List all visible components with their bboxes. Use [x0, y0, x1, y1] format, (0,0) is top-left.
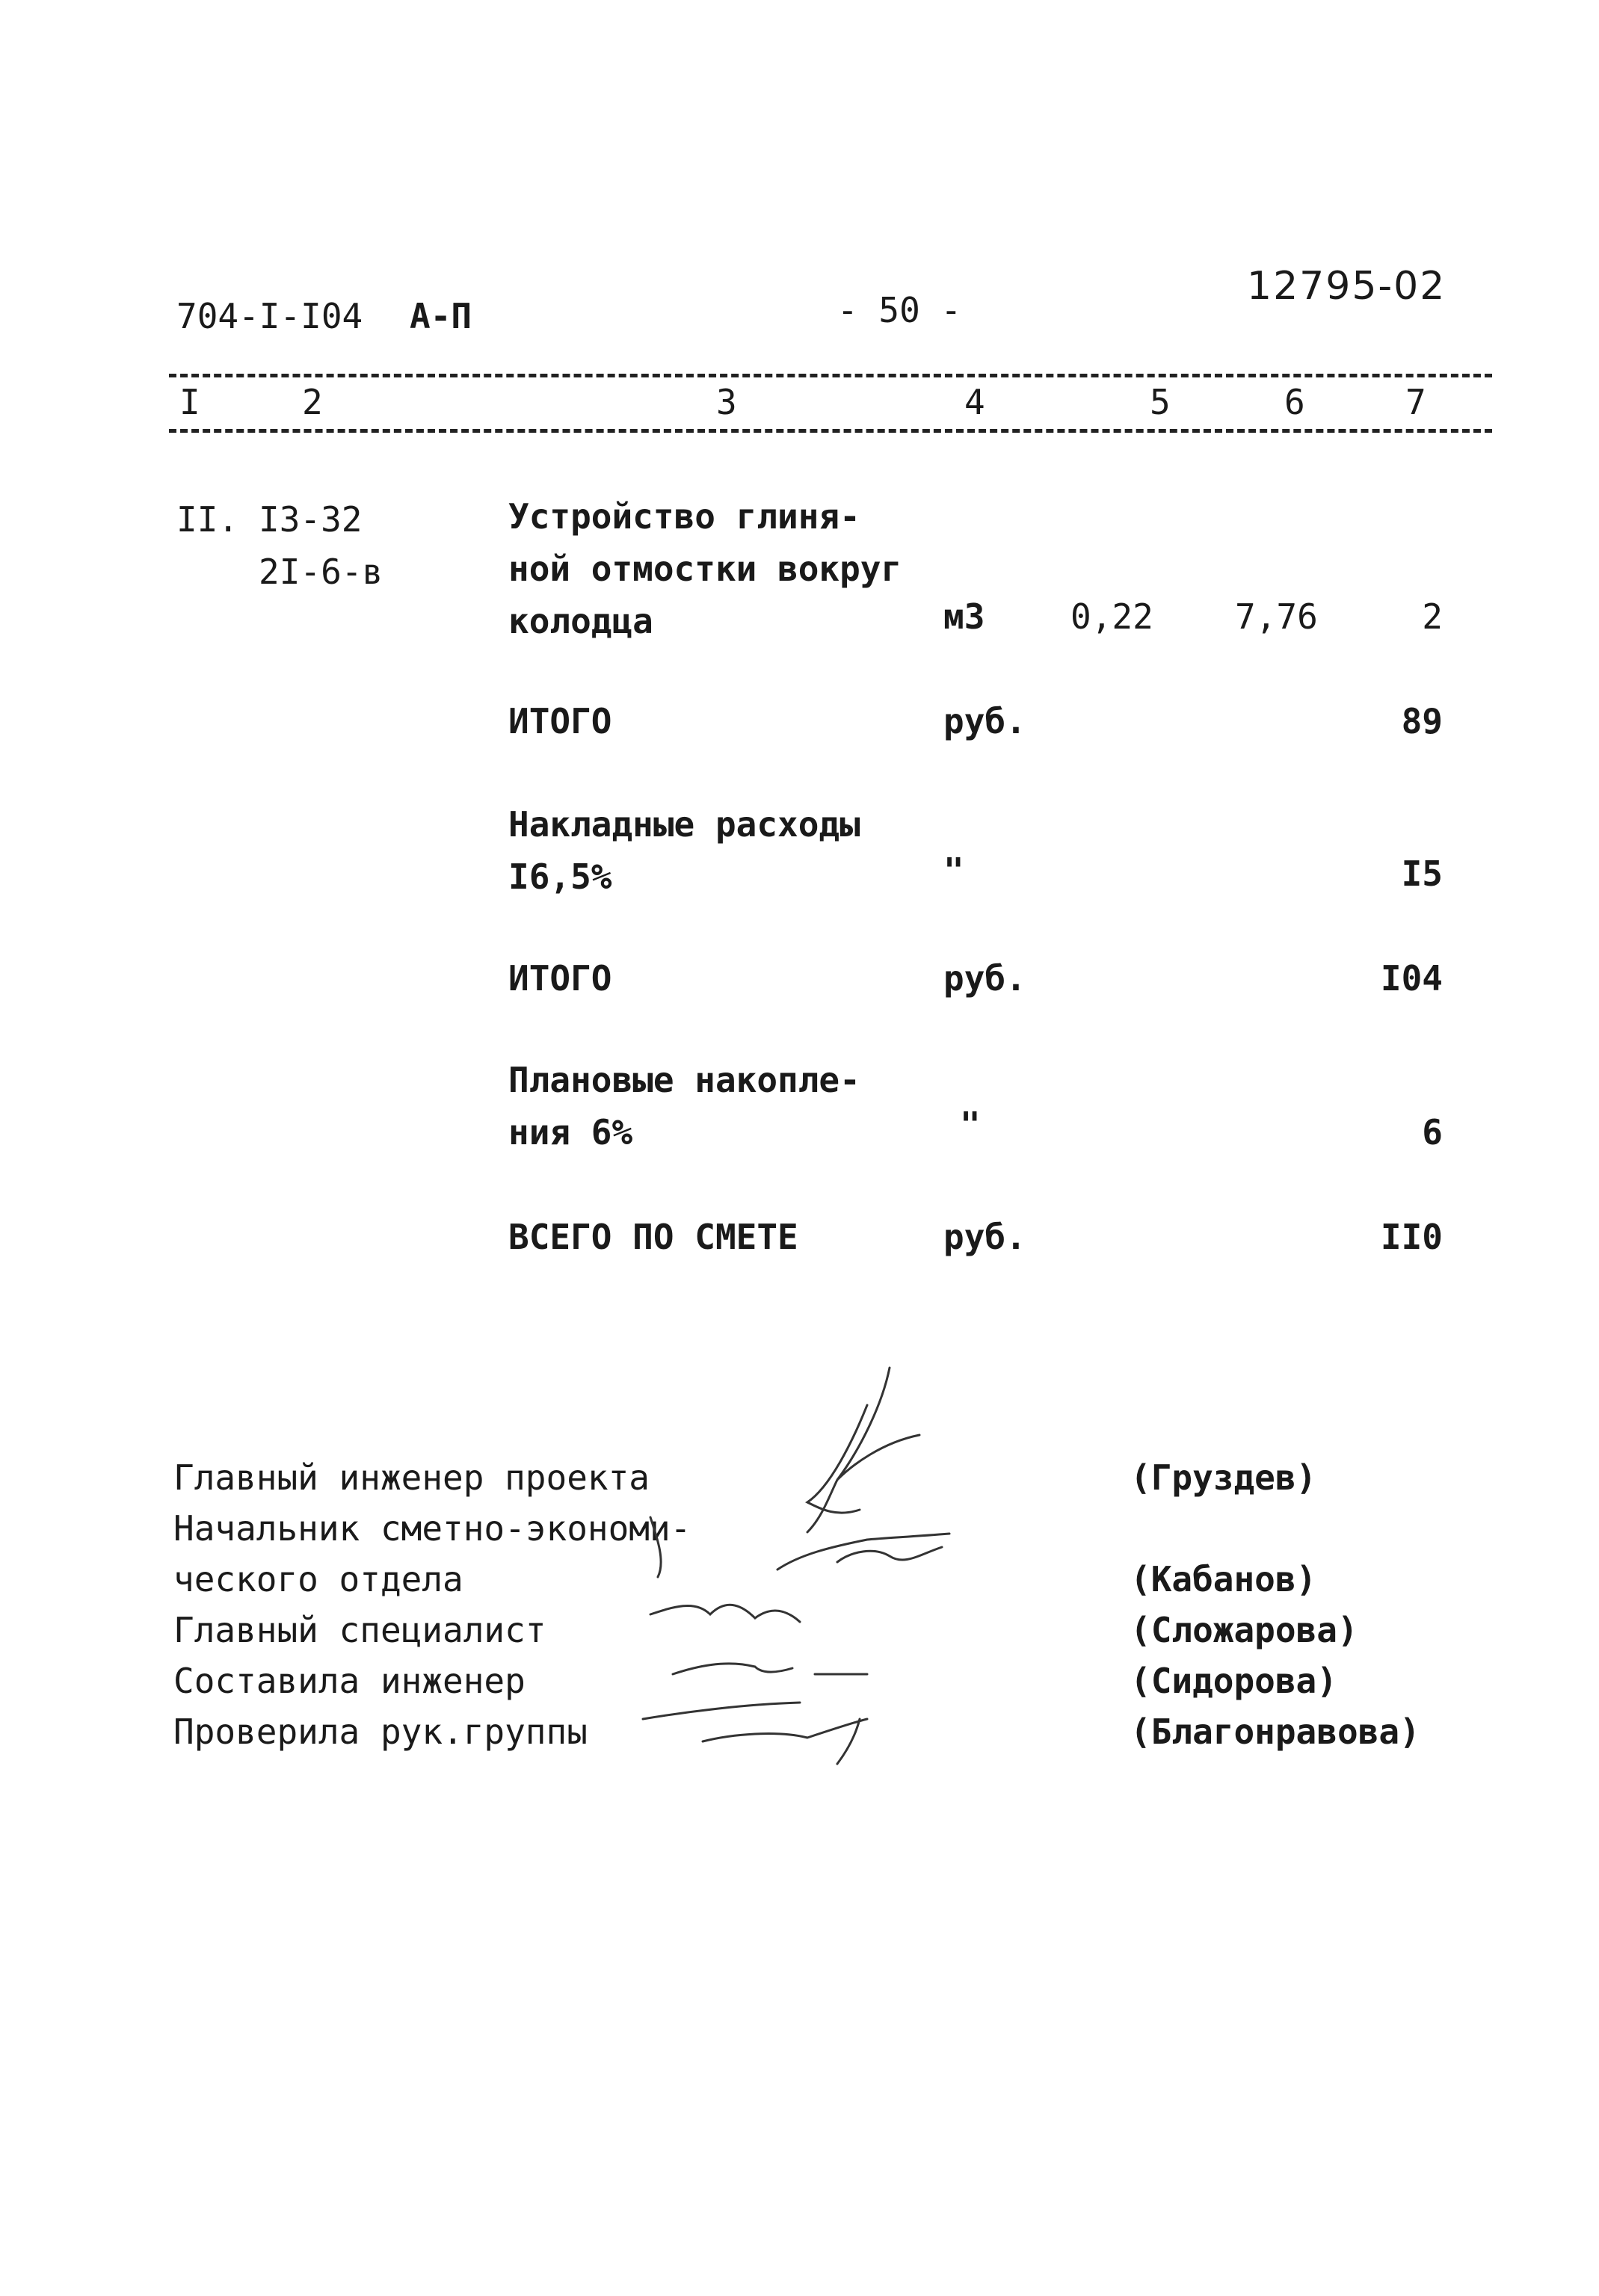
- signatory-title-compiler: Составила инженер: [173, 1661, 526, 1701]
- signature-blagonravova-stroke-2: [703, 1719, 867, 1741]
- signature-slozharova-stroke-1: [650, 1605, 800, 1622]
- table-bottom-rule: [169, 429, 1492, 433]
- total-2-label: ИТОГО: [508, 958, 612, 999]
- column-number-5: 5: [1150, 382, 1171, 422]
- signatory-title-head-line-2: ческого отдела: [173, 1559, 463, 1599]
- planned-savings-unit: ": [960, 1105, 981, 1145]
- inventory-number: 12795-02: [1247, 264, 1447, 309]
- column-number-1: I: [179, 382, 200, 422]
- signatory-title-chief-specialist: Главный специалист: [173, 1610, 546, 1650]
- item-price: 7,76: [1235, 596, 1318, 637]
- signatory-name-blagonravova: (Благонравова): [1130, 1712, 1420, 1752]
- grand-total-unit: руб.: [943, 1217, 1026, 1257]
- total-2-value: I04: [1380, 958, 1443, 999]
- signatory-title-checker: Проверила рук.группы: [173, 1712, 588, 1752]
- signatory-name-kabanov: (Кабанов): [1130, 1559, 1317, 1599]
- column-number-3: 3: [716, 382, 737, 422]
- item-description-line-1: Устройство глиня-: [508, 496, 860, 537]
- overhead-value: I5: [1401, 854, 1443, 894]
- signatory-name-gruzdev: (Груздев): [1130, 1457, 1317, 1498]
- planned-savings-value: 6: [1422, 1112, 1443, 1152]
- column-number-6: 6: [1284, 382, 1305, 422]
- signatory-title-head-line-1: Начальник сметно-экономи-: [173, 1508, 691, 1549]
- signature-gruzdev-stroke-2: [807, 1405, 867, 1513]
- document-code: 704-I-I04: [176, 296, 363, 336]
- total-1-label: ИТОГО: [508, 701, 612, 741]
- item-description-line-3: колодца: [508, 601, 653, 641]
- item-quantity: 0,22: [1070, 596, 1153, 637]
- signature-kabanov-stroke-3: [650, 1517, 661, 1577]
- item-cost: 2: [1422, 596, 1443, 637]
- item-number: II.: [176, 499, 239, 540]
- column-number-4: 4: [964, 382, 985, 422]
- item-description-line-2: ной отмостки вокруг: [508, 549, 902, 589]
- total-1-value: 89: [1401, 701, 1443, 741]
- handwritten-signatures: [613, 1360, 1091, 1779]
- grand-total-value: II0: [1380, 1217, 1443, 1257]
- column-number-7: 7: [1405, 382, 1426, 422]
- item-code-1: I3-32: [259, 499, 363, 540]
- signature-blagonravova-stroke-1: [643, 1703, 800, 1719]
- overhead-label-line-1: Накладные расходы: [508, 804, 860, 845]
- planned-savings-label-line-1: Плановые накопле-: [508, 1060, 860, 1100]
- signature-kabanov-stroke-2: [837, 1547, 942, 1562]
- page-number: - 50 -: [837, 290, 962, 330]
- signatory-name-sidorova: (Сидорова): [1130, 1661, 1337, 1701]
- signatory-name-slozharova: (Сложарова): [1130, 1610, 1358, 1650]
- table-top-rule: [169, 374, 1492, 377]
- column-number-2: 2: [302, 382, 323, 422]
- document-part: А-П: [410, 296, 472, 336]
- overhead-label-line-2: I6,5%: [508, 857, 612, 897]
- overhead-unit: ": [943, 851, 964, 891]
- item-code-2: 2I-6-в: [259, 552, 383, 592]
- signature-gruzdev-stroke-1: [837, 1368, 919, 1480]
- item-unit: м3: [943, 596, 985, 637]
- signature-sidorova-stroke-1: [673, 1664, 792, 1674]
- total-2-unit: руб.: [943, 958, 1026, 999]
- grand-total-label: ВСЕГО ПО СМЕТЕ: [508, 1217, 798, 1257]
- total-1-unit: руб.: [943, 701, 1026, 741]
- signatory-title-chief-engineer: Главный инженер проекта: [173, 1457, 650, 1498]
- planned-savings-label-line-2: ния 6%: [508, 1112, 633, 1152]
